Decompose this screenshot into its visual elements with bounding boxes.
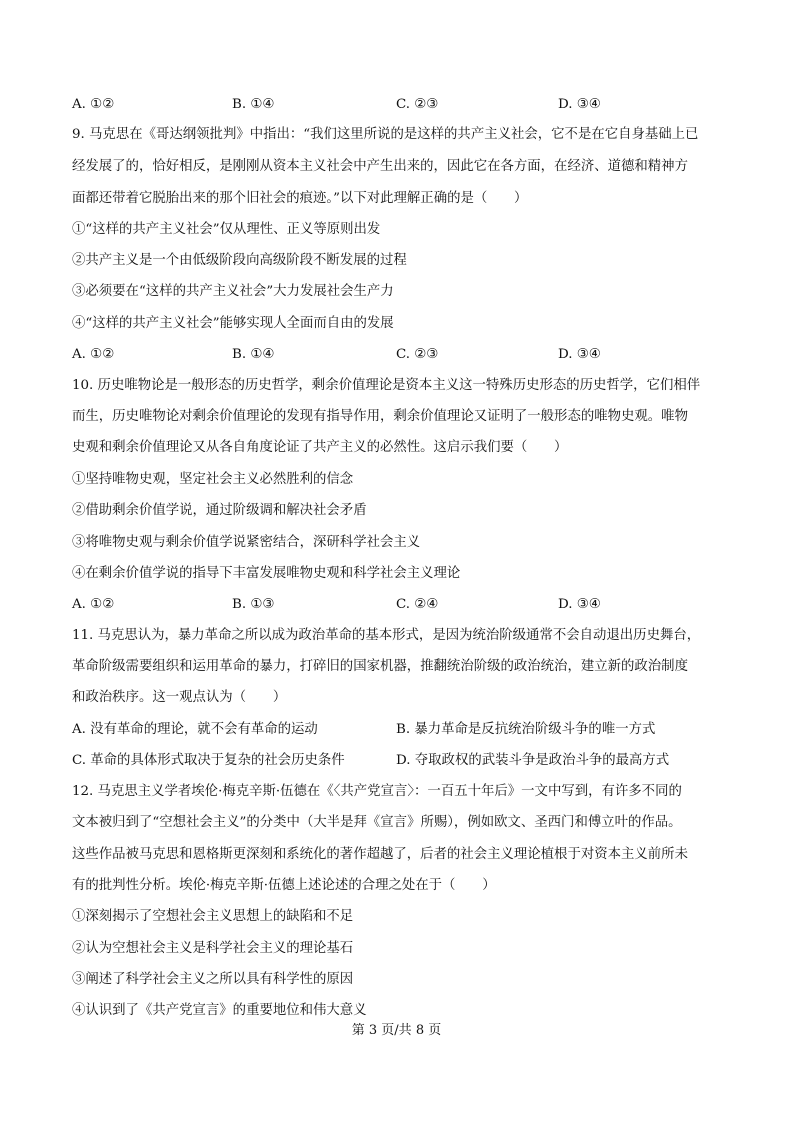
- q9-options: [72, 345, 722, 365]
- q9-option-b: B. ①④: [232, 347, 275, 362]
- page-number: 第 3 页/共 8 页: [351, 1023, 442, 1038]
- q12-item-3: ③阐述了科学社会主义之所以具有科学性的原因: [72, 972, 354, 987]
- q10-stem-line-2: 而生，历史唯物论对剩余价值理论的发现有指导作用，剩余价值理论又证明了一般形态的唯物史观。唯物: [72, 409, 688, 424]
- q11-stem-line-2: 革命阶级需要组织和运用革命的暴力，打碎旧的国家机器，推翻统治阶级的政治统治，建立新的政治制度: [72, 659, 688, 674]
- q10-option-b: B. ①③: [232, 597, 275, 612]
- q12-item-2: ②认为空想社会主义是科学社会主义的理论基石: [72, 941, 354, 956]
- q8-option-a: A. ①②: [72, 97, 115, 112]
- q9-item-2: ②共产主义是一个由低级阶段向高级阶段不断发展的过程: [72, 253, 407, 268]
- q9-option-d: D. ③④: [558, 347, 601, 362]
- q11-option-c: C. 革命的具体形式取决于复杂的社会历史条件: [72, 753, 345, 768]
- q8-option-d: D. ③④: [558, 97, 601, 112]
- q11-option-b: B. 暴力革命是反抗统治阶级斗争的唯一方式: [396, 722, 656, 737]
- q10-item-3: ③将唯物史观与剩余价值学说紧密结合，深研科学社会主义: [72, 535, 421, 550]
- q11-stem-line-1: 11. 马克思认为，暴力革命之所以成为政治革命的基本形式，是因为统治阶级通常不会自动退出历史舞台，: [72, 628, 701, 643]
- q8-options: [72, 95, 722, 115]
- q12-stem-line-3: 这些作品被马克思和恩格斯更深刻和系统化的著作超越了，后者的社会主义理论植根于对资本主义前所未: [72, 847, 688, 862]
- q9-item-1: ①“这样的共产主义社会”仅从理性、正义等原则出发: [72, 222, 381, 237]
- q9-item-3: ③必须要在“这样的共产主义社会”大力发展社会生产力: [72, 284, 394, 299]
- q10-option-d: D. ③④: [558, 597, 601, 612]
- q11-option-d: D. 夺取政权的武装斗争是政治斗争的最高方式: [396, 753, 670, 768]
- q10-item-4: ④在剩余价值学说的指导下丰富发展唯物史观和科学社会主义理论: [72, 566, 461, 581]
- q9-stem-line-3: 面都还带着它脱胎出来的那个旧社会的痕迹。”以下对此理解正确的是（ ）: [72, 191, 528, 206]
- q11-options-row-2: [72, 751, 722, 771]
- q10-option-a: A. ①②: [72, 597, 115, 612]
- q10-options: [72, 595, 722, 615]
- q9-stem-line-2: 经发展了的，恰好相反，是刚刚从资本主义社会中产生出来的，因此它在各方面，在经济、道德和精神方: [72, 159, 688, 174]
- q10-stem-line-3: 史观和剩余价值理论又从各自角度论证了共产主义的必然性。这启示我们要（ ）: [72, 440, 568, 455]
- q9-option-a: A. ①②: [72, 347, 115, 362]
- q12-item-4: ④认识到了《共产党宣言》的重要地位和伟大意义: [72, 1003, 367, 1018]
- q10-option-c: C. ②④: [396, 597, 439, 612]
- q12-stem-line-1: 12. 马克思主义学者埃伦·梅克辛斯·伍德在《〈共产党宣言〉：一百五十年后》一文中写到，有许多不同的: [72, 784, 682, 799]
- q12-stem-line-2: 文本被归到了“空想社会主义”的分类中（大半是拜《宣言》所赐），例如欧文、圣西门和傅立叶的作品。: [72, 815, 682, 830]
- q10-stem-line-1: 10. 历史唯物论是一般形态的历史哲学，剩余价值理论是资本主义这一特殊历史形态的历史哲学，它们相伴: [72, 378, 701, 393]
- q11-options-row-1: [72, 720, 722, 740]
- q12-item-1: ①深刻揭示了空想社会主义思想上的缺陷和不足: [72, 909, 354, 924]
- q10-item-2: ②借助剩余价值学说，通过阶级调和解决社会矛盾: [72, 503, 367, 518]
- q9-stem-line-1: 9. 马克思在《哥达纲领批判》中指出：“我们这里所说的是这样的共产主义社会，它不是在它自身基础上已: [72, 127, 699, 142]
- q12-stem-line-4: 有的批判性分析。埃伦·梅克辛斯·伍德上述论述的合理之处在于（ ）: [72, 878, 496, 893]
- q9-item-4: ④“这样的共产主义社会”能够实现人全面而自由的发展: [72, 316, 394, 331]
- q8-option-b: B. ①④: [232, 97, 275, 112]
- q11-stem-line-3: 和政治秩序。这一观点认为（ ）: [72, 690, 287, 705]
- q11-option-a: A. 没有革命的理论，就不会有革命的运动: [72, 722, 318, 737]
- q9-option-c: C. ②③: [396, 347, 439, 362]
- q8-option-c: C. ②③: [396, 97, 439, 112]
- q10-item-1: ①坚持唯物史观，坚定社会主义必然胜利的信念: [72, 472, 354, 487]
